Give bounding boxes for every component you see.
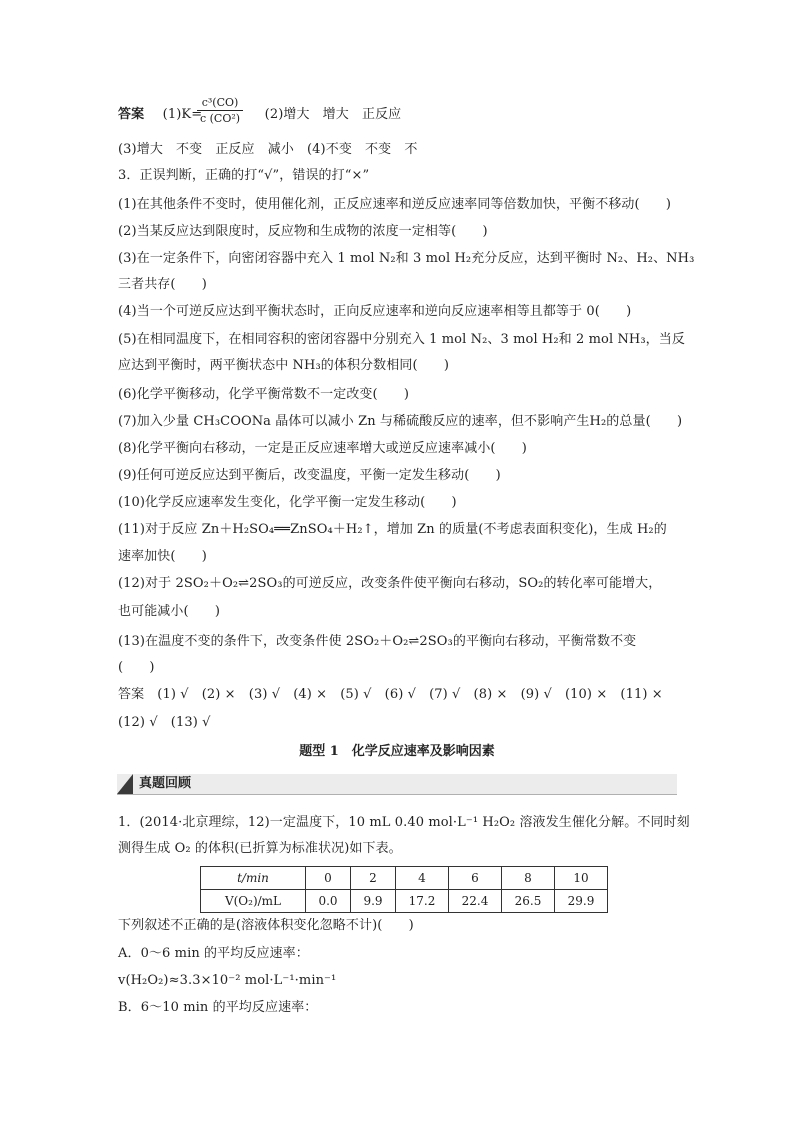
answer-key-line-1: 答案 (1) √ (2) × (3) √ (4) × (5) √ (6) √ (7) √ (8) × (9) √ (10) × (11) × [118,687,663,702]
answer-key-line-2: (12) √ (13) √ [118,715,211,730]
table-header-time: t/min [201,867,306,890]
table-cell: 26.5 [502,890,555,913]
band-label: 真题回顾 [139,776,192,791]
table-cell: 10 [555,867,608,890]
option-b: B．6～10 min 的平均反应速率： [118,1000,318,1015]
table-cell: 2 [351,867,396,890]
q3-item-line: (12)对于 2SO₂＋O₂⇌2SO₃的可逆反应，改变条件使平衡向右移动，SO₂的转化率可能增大， [118,576,662,591]
answer-line-1 [118,106,401,124]
q3-item-line: (6)化学平衡移动，化学平衡常数不一定改变( ) [118,387,410,402]
table-header-volume: V(O₂)/mL [201,890,306,913]
q3-item-line: 应达到平衡时，两平衡状态中 NH₃的体积分数相同( ) [118,358,449,373]
q3-item-line: (13)在温度不变的条件下，改变条件使 2SO₂＋O₂⇌2SO₃的平衡向右移动，平衡常数不变 [118,634,637,649]
fraction-denominator: c (CO²) [199,112,241,125]
problem-1-line-3: 下列叙述不正确的是(溶液体积变化忽略不计)( ) [118,918,414,933]
table-cell: 22.4 [449,890,502,913]
table-cell: 9.9 [351,890,396,913]
band-triangle-icon [117,774,133,794]
q3-item-line: (10)化学反应速率发生变化，化学平衡一定发生移动( ) [118,495,457,510]
q3-item-line: (7)加入少量 CH₃COONa 晶体可以减小 Zn 与稀硫酸反应的速率，但不影响产生H₂的总量( ) [118,414,683,429]
q3-item-line: (4)当一个可逆反应达到平衡状态时，正向反应速率和逆向反应速率相等且都等于 0( ) [118,304,632,319]
answer-line-2: (3)增大 不变 正反应 减小 (4)不变 不变 不 [118,142,418,157]
q3-item-line: 也可能减小( ) [118,604,221,619]
q3-item-line: (1)在其他条件不变时，使用催化剂，正反应速率和逆反应速率同等倍数加快，平衡不移动( ) [118,197,672,212]
q3-item-line: (8)化学平衡向右移动，一定是正反应速率增大或逆反应速率减小( ) [118,441,527,456]
table-row [201,890,608,913]
q3-item-line: (2)当某反应达到限度时，反应物和生成物的浓度一定相等( ) [118,224,488,239]
problem-1-line-1: 1．(2014·北京理综，12)一定温度下，10 mL 0.40 mol·L⁻¹ H₂O₂ 溶液发生催化分解。不同时刻 [118,815,690,830]
o2-volume-table [200,866,608,913]
section-title: 题型 1 化学反应速率及影响因素 [299,744,495,759]
q3-item-line: (3)在一定条件下，向密闭容器中充入 1 mol N₂和 3 mol H₂充分反应，达到平衡时 N₂、H₂、NH₃ [118,251,695,266]
answer-part1-prefix: (1)K= [162,107,203,122]
table-cell: 0.0 [306,890,351,913]
question-3-intro: 3．正误判断，正确的打“√”，错误的打“×” [118,168,370,183]
table-cell: 0 [306,867,351,890]
q3-item-line: (11)对于反应 Zn＋H₂SO₄══ZnSO₄＋H₂↑，增加 Zn 的质量(不考虑表面积变化)，生成 H₂的 [118,522,667,537]
q3-item-line: 速率加快( ) [118,549,207,564]
table-cell: 17.2 [396,890,449,913]
fraction-numerator: c³(CO) [197,96,243,111]
table-cell: 4 [396,867,449,890]
q3-item-line: ( ) [118,660,155,675]
table-cell: 29.9 [555,890,608,913]
answer-part2: (2)增大 增大 正反应 [264,107,402,122]
section-band [117,774,677,795]
q3-item-line: 三者共存( ) [118,277,207,292]
equilibrium-constant-fraction [197,96,243,125]
q3-item-line: (9)任何可逆反应达到平衡后，改变温度，平衡一定发生移动( ) [118,468,501,483]
table-cell: 6 [449,867,502,890]
table-row [201,867,608,890]
table-cell: 8 [502,867,555,890]
option-a-value: v(H₂O₂)≈3.3×10⁻² mol·L⁻¹·min⁻¹ [118,973,337,988]
q3-item-line: (5)在相同温度下，在相同容积的密闭容器中分别充入 1 mol N₂、3 mol H₂和 2 mol NH₃，当反 [118,332,685,347]
problem-1-line-2: 测得生成 O₂ 的体积(已折算为标准状况)如下表。 [118,841,402,856]
option-a: A．0～6 min 的平均反应速率： [118,946,309,961]
answer-label: 答案 [118,107,145,122]
